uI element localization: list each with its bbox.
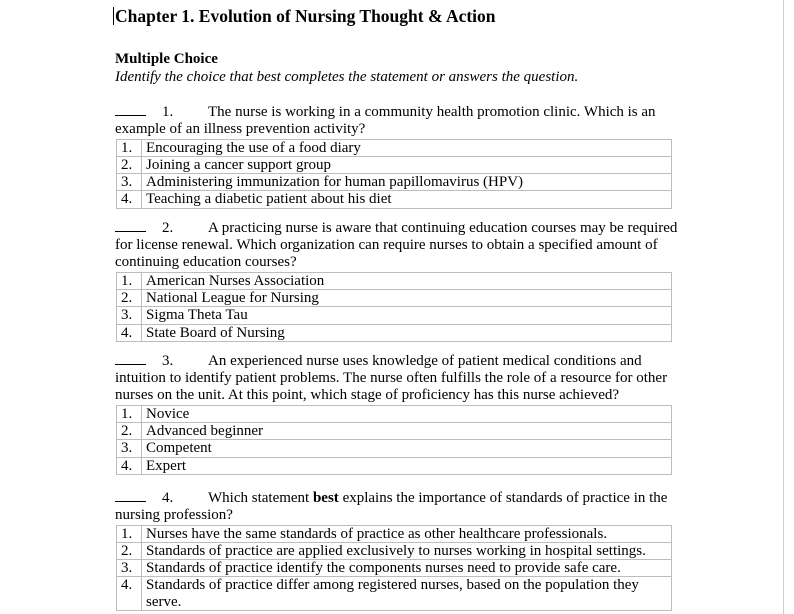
question-number: 3. (162, 352, 174, 369)
chapter-title: Chapter 1. Evolution of Nursing Thought & Action (115, 6, 496, 26)
table-row[interactable] (117, 542, 672, 559)
table-row[interactable] (117, 156, 672, 173)
option-text: Competent (142, 440, 672, 457)
option-text: Administering immunization for human papillomavirus (HPV) (142, 174, 672, 191)
option-number: 2. (117, 156, 142, 173)
option-text: Novice (142, 405, 672, 422)
options-table (116, 139, 672, 209)
options-table (116, 525, 672, 611)
table-row[interactable] (117, 272, 672, 289)
option-text: State Board of Nursing (142, 324, 672, 341)
table-row[interactable] (117, 191, 672, 208)
option-text: Standards of practice differ among registered nurses, based on the population they serve. (142, 577, 672, 611)
table-row[interactable] (117, 405, 672, 422)
table-row[interactable] (117, 440, 672, 457)
option-text: American Nurses Association (142, 272, 672, 289)
option-text: Nurses have the same standards of practice as other healthcare professionals. (142, 525, 672, 542)
question-1 (115, 103, 680, 209)
question-text-emphasis: best (312, 489, 339, 506)
question-4 (115, 489, 680, 611)
question-text: A practicing nurse is aware that continuing education courses may be required for license renewal. Which organization can require nurses to obtain a specified amount of continuing education courses? (115, 219, 678, 271)
question-2 (115, 219, 680, 342)
question-stem (115, 103, 680, 139)
document-page (115, 4, 680, 611)
table-row[interactable] (117, 560, 672, 577)
question-text: The nurse is working in a community health promotion clinic. Which is an example of an illness prevention activity? (115, 104, 656, 138)
answer-blank[interactable] (115, 489, 146, 502)
table-row[interactable] (117, 139, 672, 156)
section-instructions: Identify the choice that best completes the statement or answers the question. (115, 69, 579, 85)
question-text: An experienced nurse uses knowledge of patient medical conditions and intuition to identify patient problems. The nurse often fulfills the role of a resource for other nurses on the unit. At this point, which stage of proficiency has this nurse achieved? (115, 352, 668, 404)
option-number: 3. (117, 560, 142, 577)
option-number: 4. (117, 457, 142, 474)
option-number: 4. (117, 191, 142, 208)
question-text-after: explains the importance of standards of practice in the nursing profession? (115, 489, 668, 524)
option-number: 2. (117, 289, 142, 306)
answer-blank[interactable] (115, 103, 146, 116)
option-number: 2. (117, 423, 142, 440)
table-row[interactable] (117, 324, 672, 341)
option-number: 3. (117, 174, 142, 191)
option-number: 1. (117, 272, 142, 289)
table-row[interactable] (117, 174, 672, 191)
question-number: 4. (162, 489, 174, 506)
options-table (116, 272, 672, 342)
question-number: 1. (162, 104, 174, 120)
option-text: Joining a cancer support group (142, 156, 672, 173)
option-text: Advanced beginner (142, 423, 672, 440)
answer-blank[interactable] (115, 219, 146, 232)
question-stem (115, 219, 680, 272)
options-table (116, 405, 672, 475)
option-text: Sigma Theta Tau (142, 307, 672, 324)
question-text-before: Which statement (208, 489, 313, 506)
question-stem (115, 489, 680, 525)
question-stem (115, 352, 680, 405)
option-number: 1. (117, 139, 142, 156)
question-3 (115, 352, 680, 475)
option-text: Encouraging the use of a food diary (142, 139, 672, 156)
table-row[interactable] (117, 307, 672, 324)
table-row[interactable] (117, 577, 672, 611)
table-row[interactable] (117, 423, 672, 440)
text-cursor (113, 7, 114, 25)
question-number: 2. (162, 219, 174, 236)
option-number: 3. (117, 307, 142, 324)
table-row[interactable] (117, 457, 672, 474)
table-row[interactable] (117, 289, 672, 306)
option-number: 1. (117, 405, 142, 422)
option-text: National League for Nursing (142, 289, 672, 306)
section-heading: Multiple Choice (115, 51, 218, 67)
table-row[interactable] (117, 525, 672, 542)
option-number: 1. (117, 525, 142, 542)
option-text: Standards of practice identify the components nurses need to provide safe care. (142, 560, 672, 577)
option-text: Expert (142, 457, 672, 474)
page-edge-rule (783, 0, 784, 614)
option-number: 3. (117, 440, 142, 457)
option-text: Standards of practice are applied exclusively to nurses working in hospital settings. (142, 542, 672, 559)
option-number: 4. (117, 577, 142, 611)
option-text: Teaching a diabetic patient about his diet (142, 191, 672, 208)
option-number: 2. (117, 542, 142, 559)
answer-blank[interactable] (115, 352, 146, 365)
option-number: 4. (117, 324, 142, 341)
